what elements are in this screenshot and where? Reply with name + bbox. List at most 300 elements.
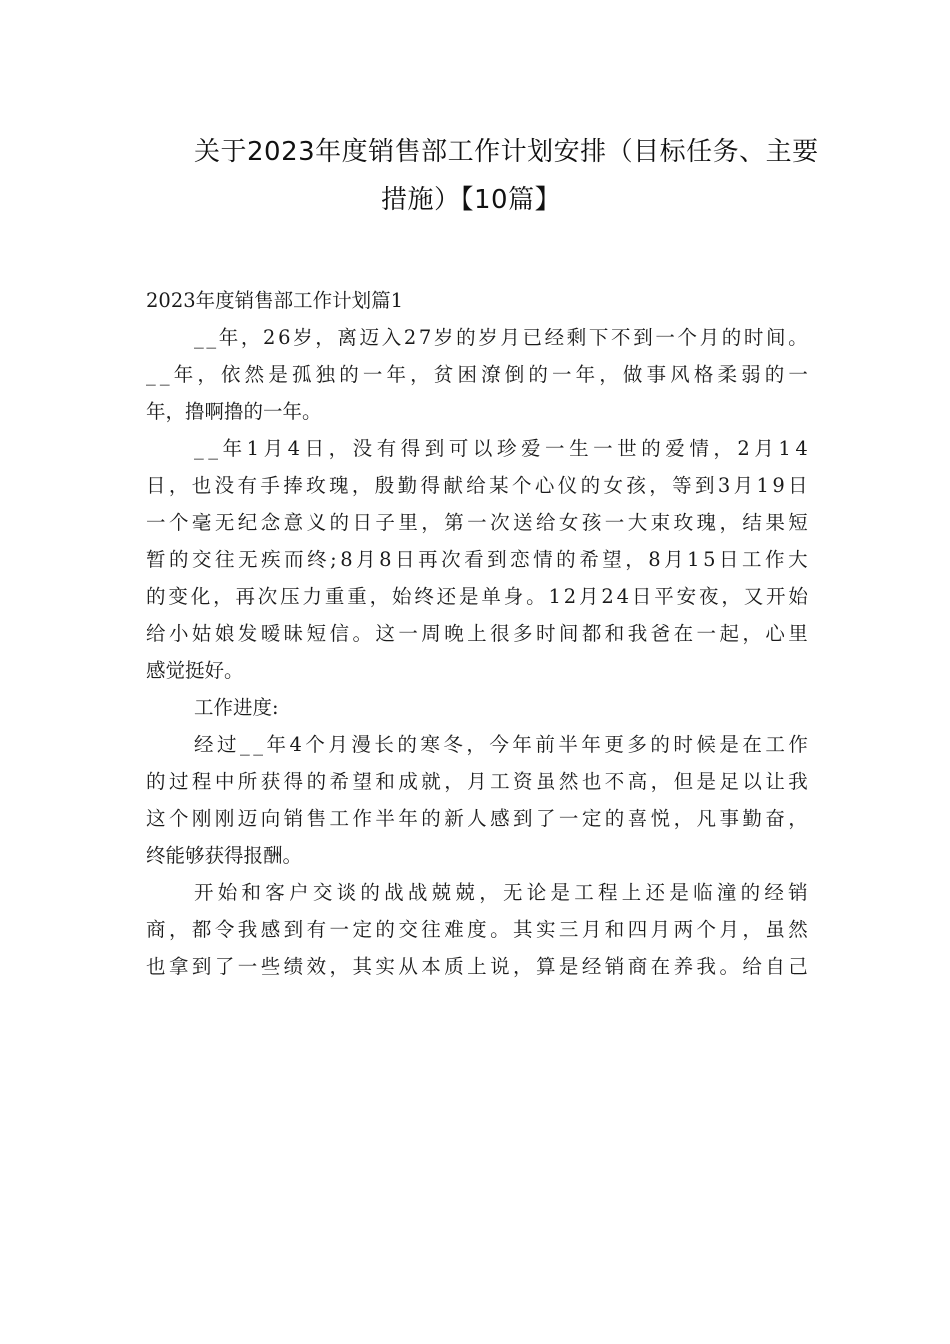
- glyph: 到: [633, 326, 653, 349]
- glyph: 还: [436, 585, 457, 608]
- glyph: 结: [742, 511, 762, 534]
- glyph: 间: [766, 326, 786, 349]
- glyph: ，: [197, 363, 217, 386]
- glyph: 可: [448, 437, 469, 460]
- glyph: 到: [695, 474, 715, 497]
- glyph: 寒: [420, 733, 440, 756]
- glyph: 以: [472, 437, 493, 460]
- glyph: ，: [410, 363, 430, 386]
- glyph: 发: [237, 622, 258, 645]
- glyph: _: [206, 326, 217, 349]
- glyph: 玫: [673, 511, 694, 534]
- glyph: 年: [575, 363, 596, 386]
- glyph: 8: [648, 548, 661, 571]
- glyph: 潦: [481, 363, 501, 386]
- glyph: ，: [444, 770, 464, 793]
- glyph: 年: [173, 363, 194, 386]
- glyph: 瑰: [696, 511, 717, 534]
- glyph: 献: [443, 474, 463, 497]
- glyph: 过: [168, 770, 189, 793]
- glyph: 一: [237, 955, 258, 978]
- glyph: 得: [283, 770, 304, 793]
- glyph: 实: [375, 955, 395, 978]
- glyph: 年: [512, 733, 532, 756]
- glyph: 客: [265, 881, 285, 904]
- glyph: 得: [400, 437, 421, 460]
- glyph: 到: [424, 437, 445, 460]
- glyph: 个: [696, 918, 717, 941]
- glyph: 工: [742, 548, 762, 571]
- glyph: 交: [192, 548, 212, 571]
- glyph: 工: [574, 881, 594, 904]
- glyph: 看: [464, 548, 484, 571]
- glyph: 年: [386, 363, 407, 386]
- glyph: 时: [673, 733, 693, 756]
- glyph: 独: [315, 363, 336, 386]
- glyph: 始: [391, 585, 412, 608]
- glyph: 这: [375, 622, 395, 645]
- glyph: 某: [489, 474, 509, 497]
- glyph: 短: [788, 511, 808, 534]
- glyph: 一: [604, 511, 625, 534]
- glyph: 潼: [716, 881, 737, 904]
- glyph: 奋: [765, 807, 785, 830]
- glyph: 再: [235, 585, 255, 608]
- glyph: 四: [627, 918, 648, 941]
- glyph: 6: [278, 326, 291, 349]
- glyph: 情: [689, 437, 709, 460]
- glyph: 虽: [535, 770, 556, 793]
- glyph: 。: [526, 585, 546, 608]
- glyph: 日: [719, 548, 739, 571]
- glyph: 我: [788, 770, 808, 793]
- glyph: 依: [221, 363, 241, 386]
- glyph: 给: [742, 955, 762, 978]
- glyph: 孩: [581, 511, 602, 534]
- glyph: 绩: [283, 955, 304, 978]
- glyph: 等: [672, 474, 692, 497]
- glyph: 给: [146, 622, 166, 645]
- glyph: 一: [398, 622, 418, 645]
- document-body: [146, 282, 808, 985]
- glyph: 定: [581, 807, 602, 830]
- glyph: 月: [328, 733, 348, 756]
- glyph: 本: [421, 955, 441, 978]
- paragraph-line: [146, 319, 808, 356]
- glyph: 和: [604, 622, 625, 645]
- glyph: 8: [340, 548, 353, 571]
- glyph: 间: [558, 622, 579, 645]
- glyph: 到: [487, 548, 507, 571]
- glyph: 兢: [431, 881, 452, 904]
- glyph: 的: [146, 585, 166, 608]
- glyph: 平: [654, 585, 674, 608]
- glyph: 爱: [665, 437, 685, 460]
- glyph: 都: [581, 622, 602, 645]
- glyph: ，: [673, 807, 694, 830]
- glyph: 。: [719, 955, 739, 978]
- glyph: 一: [467, 511, 487, 534]
- glyph: 起: [719, 622, 739, 645]
- glyph: 的: [764, 363, 785, 386]
- glyph: 也: [581, 770, 602, 793]
- paragraph-line: [146, 948, 808, 985]
- glyph: 望: [352, 770, 372, 793]
- glyph: 以: [742, 770, 762, 793]
- glyph: 作: [352, 807, 372, 830]
- glyph: 弱: [741, 363, 761, 386]
- glyph: 虽: [765, 918, 785, 941]
- glyph: 暂: [146, 548, 166, 571]
- glyph: 商: [627, 955, 648, 978]
- glyph: 。: [490, 918, 510, 941]
- glyph: 做: [622, 363, 643, 386]
- glyph: 是: [550, 881, 570, 904]
- glyph: 和: [375, 770, 395, 793]
- glyph: ，: [240, 326, 261, 349]
- glyph: 里: [788, 622, 808, 645]
- glyph: 勤: [397, 474, 418, 497]
- glyph: 冬: [443, 733, 463, 756]
- glyph: 了: [535, 807, 556, 830]
- glyph: 纪: [237, 511, 258, 534]
- glyph: 战: [407, 881, 428, 904]
- glyph: 身: [503, 585, 524, 608]
- glyph: 9: [772, 474, 785, 497]
- glyph: 压: [280, 585, 300, 608]
- section-heading: 2023年度销售部工作计划篇1: [146, 289, 404, 312]
- glyph: 到: [283, 918, 304, 941]
- glyph: 月: [263, 437, 284, 460]
- glyph: ，: [351, 474, 372, 497]
- glyph: 仪: [557, 474, 578, 497]
- glyph: 效: [306, 955, 327, 978]
- glyph: 风: [670, 363, 690, 386]
- glyph: 女: [603, 474, 624, 497]
- glyph: 人: [467, 807, 487, 830]
- glyph: 程: [598, 881, 618, 904]
- glyph: 开: [766, 585, 786, 608]
- glyph: 今: [489, 733, 509, 756]
- glyph: 重: [347, 585, 367, 608]
- glyph: 信: [329, 622, 350, 645]
- glyph: 候: [696, 733, 716, 756]
- glyph: 次: [257, 585, 278, 608]
- paragraph-line: [146, 578, 808, 615]
- glyph: 的: [306, 770, 327, 793]
- glyph: 夜: [698, 585, 719, 608]
- glyph: 周: [421, 622, 441, 645]
- glyph: 是: [696, 770, 717, 793]
- glyph: 获: [260, 770, 281, 793]
- glyph: 的: [360, 881, 380, 904]
- glyph: 爱: [520, 437, 541, 460]
- glyph: 一: [558, 807, 579, 830]
- glyph: 长: [374, 733, 394, 756]
- glyph: ，: [719, 511, 739, 534]
- glyph: 实: [535, 918, 556, 941]
- glyph: 1: [246, 437, 260, 460]
- glyph: 两: [673, 918, 694, 941]
- glyph: 玫: [306, 474, 326, 497]
- glyph: 其: [352, 955, 372, 978]
- glyph: 1: [548, 585, 561, 608]
- glyph: 一: [696, 622, 717, 645]
- glyph: 无: [214, 511, 235, 534]
- glyph: 个: [677, 326, 697, 349]
- glyph: 情: [533, 548, 553, 571]
- glyph: ，: [721, 585, 741, 608]
- glyph: 的: [146, 770, 166, 793]
- glyph: 成: [398, 770, 418, 793]
- glyph: 高: [627, 770, 648, 793]
- glyph: 过: [217, 733, 237, 756]
- glyph: 日: [304, 437, 325, 460]
- glyph: 手: [260, 474, 280, 497]
- glyph: 无: [238, 548, 258, 571]
- glyph: 终: [414, 585, 434, 608]
- glyph: 月: [733, 474, 754, 497]
- glyph: 资: [513, 770, 533, 793]
- glyph: 的: [604, 807, 625, 830]
- glyph: _: [159, 363, 170, 386]
- glyph: 工: [490, 770, 510, 793]
- glyph: 下: [588, 326, 609, 349]
- glyph: 念: [260, 511, 281, 534]
- glyph: ，: [649, 474, 669, 497]
- glyph: 始: [788, 585, 808, 608]
- glyph: ，: [315, 326, 335, 349]
- glyph: 终: [307, 548, 327, 571]
- glyph: 的: [397, 733, 417, 756]
- glyph: 给: [535, 511, 556, 534]
- glyph: 不: [604, 770, 625, 793]
- glyph: 多: [627, 733, 647, 756]
- glyph: 的: [556, 548, 576, 571]
- glyph: 安: [676, 585, 697, 608]
- glyph: 3: [717, 474, 731, 497]
- glyph: 月: [579, 585, 599, 608]
- glyph: 束: [650, 511, 671, 534]
- glyph: 珍: [496, 437, 517, 460]
- glyph: 送: [513, 511, 533, 534]
- glyph: 入: [381, 326, 402, 349]
- paragraph-line: [146, 763, 808, 800]
- glyph: 意: [283, 511, 304, 534]
- glyph: 开: [194, 881, 214, 904]
- glyph: 晚: [444, 622, 464, 645]
- glyph: 7: [418, 326, 432, 349]
- glyph: 又: [743, 585, 764, 608]
- glyph: 感: [490, 807, 510, 830]
- glyph: 的: [329, 511, 350, 534]
- glyph: 时: [743, 326, 764, 349]
- glyph: 临: [693, 881, 713, 904]
- glyph: 半: [375, 807, 395, 830]
- glyph: 度: [467, 918, 487, 941]
- glyph: 些: [260, 955, 281, 978]
- glyph: 岁: [478, 326, 498, 349]
- glyph: 经: [544, 326, 565, 349]
- glyph: 月: [356, 548, 376, 571]
- glyph: 再: [418, 548, 438, 571]
- glyph: 2: [737, 437, 750, 460]
- glyph: 岁: [433, 326, 454, 349]
- glyph: 己: [788, 955, 808, 978]
- glyph: 希: [329, 770, 350, 793]
- glyph: 一: [329, 918, 350, 941]
- glyph: 一: [655, 326, 675, 349]
- glyph: 是: [459, 585, 479, 608]
- paragraph-line: [146, 911, 808, 948]
- glyph: 次: [490, 511, 510, 534]
- glyph: 月: [500, 326, 520, 349]
- glyph: 希: [579, 548, 599, 571]
- glyph: 自: [765, 955, 785, 978]
- glyph: 已: [522, 326, 542, 349]
- glyph: 这: [146, 807, 166, 830]
- glyph: 月: [581, 918, 602, 941]
- glyph: 4: [795, 437, 808, 460]
- glyph: 上: [467, 622, 487, 645]
- glyph: 4: [289, 733, 302, 756]
- glyph: 倒: [504, 363, 525, 386]
- glyph: 作: [788, 733, 808, 756]
- glyph: 工: [765, 733, 785, 756]
- glyph: 和: [241, 881, 262, 904]
- glyph: 上: [467, 955, 487, 978]
- glyph: 个: [305, 733, 325, 756]
- glyph: 一: [552, 363, 572, 386]
- glyph: 事: [719, 807, 739, 830]
- glyph: 然: [558, 770, 579, 793]
- glyph: 在: [650, 955, 671, 978]
- glyph: 月: [664, 548, 684, 571]
- glyph: 子: [375, 511, 395, 534]
- glyph: 还: [645, 881, 666, 904]
- glyph: 迈: [359, 326, 380, 349]
- glyph: 月: [650, 918, 671, 941]
- paragraph-line: [146, 615, 808, 652]
- glyph: 孩: [626, 474, 646, 497]
- glyph: 日: [395, 548, 415, 571]
- glyph: 半: [558, 733, 578, 756]
- glyph: 4: [287, 437, 301, 460]
- glyph: 了: [214, 955, 235, 978]
- glyph: 时: [535, 622, 556, 645]
- glyph: 都: [191, 918, 212, 941]
- glyph: 日: [146, 474, 166, 497]
- glyph: 作: [765, 548, 785, 571]
- glyph: 给: [466, 474, 486, 497]
- glyph: 大: [627, 511, 648, 534]
- glyph: 大: [788, 548, 808, 571]
- glyph: 但: [673, 770, 694, 793]
- glyph: 售: [306, 807, 327, 830]
- glyph: 兢: [455, 881, 475, 904]
- paragraph-line: [146, 467, 808, 504]
- glyph: 恋: [510, 548, 530, 571]
- document-title: [146, 128, 819, 224]
- glyph: 有: [306, 918, 327, 941]
- glyph: 刚: [214, 807, 235, 830]
- glyph: 姑: [191, 622, 212, 645]
- glyph: 经: [581, 955, 602, 978]
- glyph: ，: [625, 548, 645, 571]
- glyph: 然: [244, 363, 265, 386]
- glyph: 其: [513, 918, 533, 941]
- glyph: _: [240, 733, 250, 756]
- glyph: 单: [481, 585, 501, 608]
- glyph: 养: [673, 955, 694, 978]
- glyph: 论: [526, 881, 547, 904]
- glyph: 的: [456, 326, 476, 349]
- glyph: 孤: [291, 363, 312, 386]
- glyph: 年: [398, 807, 418, 830]
- glyph: 勤: [742, 807, 762, 830]
- glyph: 困: [457, 363, 477, 386]
- glyph: 不: [611, 326, 631, 349]
- glyph: 在: [742, 733, 762, 756]
- glyph: 拿: [168, 955, 189, 978]
- paragraph-line: 年，撸啊撸的一年。: [146, 400, 322, 423]
- glyph: 销: [604, 955, 625, 978]
- glyph: 心: [534, 474, 555, 497]
- glyph: 剩: [566, 326, 587, 349]
- glyph: 没: [214, 474, 235, 497]
- glyph: 心: [765, 622, 785, 645]
- glyph: ，: [466, 733, 486, 756]
- glyph: 捧: [283, 474, 303, 497]
- glyph: 有: [237, 474, 258, 497]
- glyph: 是: [268, 363, 288, 386]
- paragraph-line: [146, 356, 808, 393]
- glyph: 月: [754, 437, 774, 460]
- glyph: 中: [214, 770, 235, 793]
- glyph: 就: [421, 770, 441, 793]
- glyph: 也: [191, 474, 212, 497]
- glyph: 年: [581, 733, 601, 756]
- glyph: 殷: [374, 474, 395, 497]
- glyph: 年: [266, 733, 286, 756]
- glyph: 是: [558, 955, 579, 978]
- glyph: 经: [194, 733, 214, 756]
- glyph: 8: [379, 548, 392, 571]
- glyph: ;: [330, 548, 337, 571]
- glyph: 次: [441, 548, 461, 571]
- glyph: ，: [369, 585, 390, 608]
- glyph: 的: [641, 437, 661, 460]
- glyph: ，: [421, 511, 441, 534]
- glyph: 多: [513, 622, 533, 645]
- paragraph-line: 终能够获得报酬。: [146, 844, 303, 867]
- glyph: 5: [703, 548, 716, 571]
- glyph: 的: [650, 733, 670, 756]
- glyph: 说: [490, 955, 510, 978]
- glyph: ，: [599, 363, 619, 386]
- glyph: 让: [765, 770, 785, 793]
- glyph: _: [194, 437, 204, 460]
- glyph: 果: [765, 511, 785, 534]
- glyph: 岁: [293, 326, 313, 349]
- glyph: 我: [237, 918, 258, 941]
- glyph: _: [194, 326, 204, 349]
- glyph: ，: [329, 955, 350, 978]
- glyph: 迈: [237, 807, 258, 830]
- glyph: ，: [479, 881, 499, 904]
- glyph: ，: [788, 807, 808, 830]
- glyph: 足: [719, 770, 739, 793]
